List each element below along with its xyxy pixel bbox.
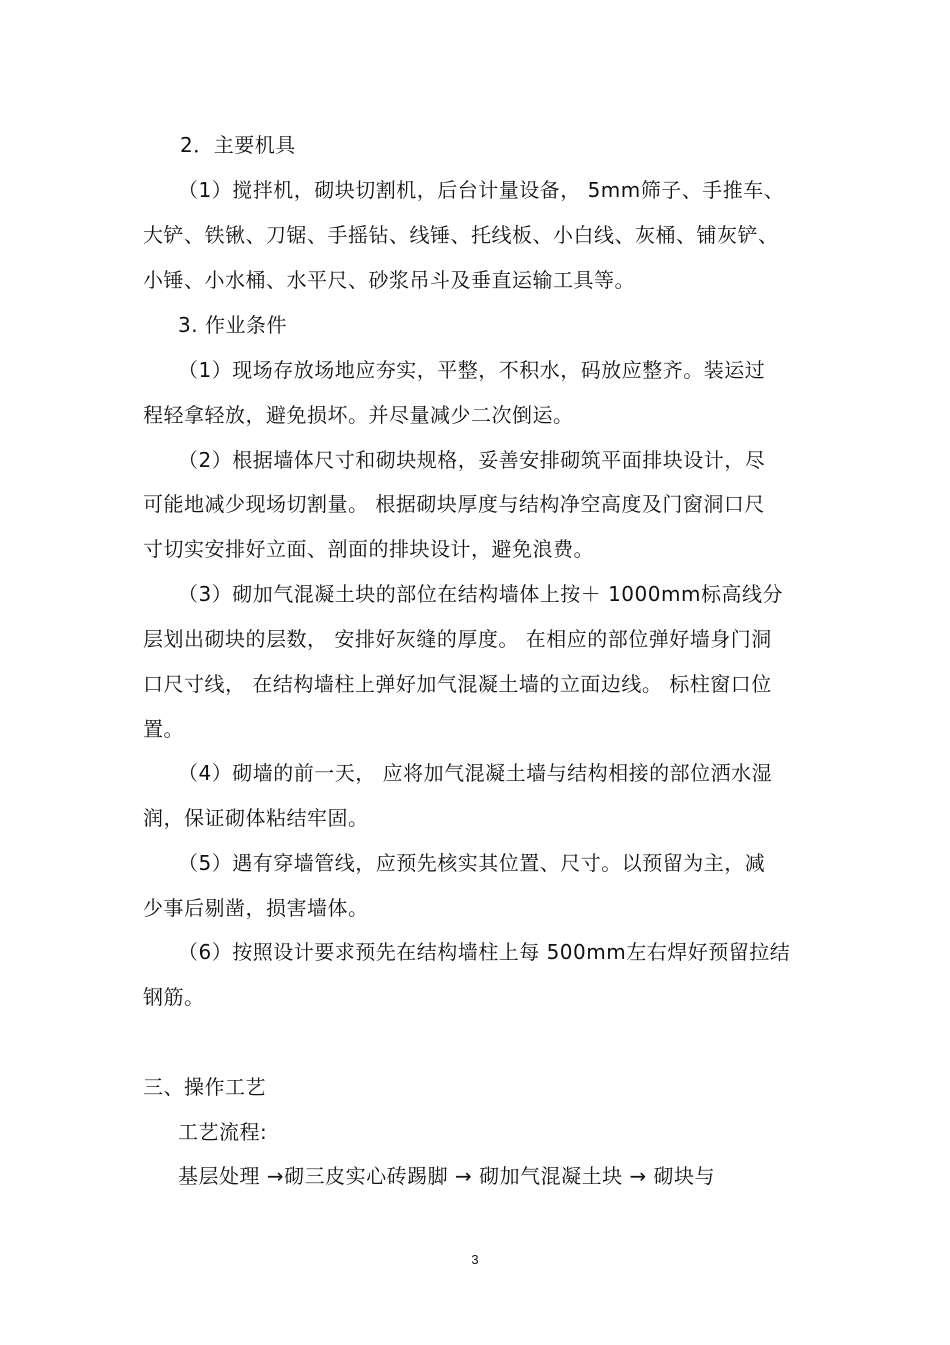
- paragraph-line: （2）根据墙体尺寸和砌块规格，妥善安排砌筑平面排块设计，尽: [178, 448, 766, 472]
- paragraph-line: 少事后剔凿，损害墙体。: [143, 896, 369, 920]
- paragraph-line: 口尺寸线， 在结构墙柱上弹好加气混凝土墙的立面边线。 标柱窗口位: [143, 672, 772, 696]
- paragraph-line: （3）砌加气混凝土块的部位在结构墙体上按＋ 1000mm标高线分: [178, 582, 783, 606]
- section-heading-work-conditions: 3. 作业条件: [178, 313, 287, 337]
- paragraph-line: 置。: [143, 717, 184, 741]
- page-number: 3: [471, 1252, 479, 1267]
- paragraph-line: （6）按照设计要求预先在结构墙柱上每 500mm左右焊好预留拉结: [178, 940, 791, 964]
- process-flow-label: 工艺流程:: [178, 1120, 268, 1144]
- paragraph-line: 可能地减少现场切割量。 根据砌块厚度与结构净空高度及门窗洞口尺: [143, 492, 765, 516]
- process-flow-line: 基层处理 →砌三皮实心砖踢脚 → 砌加气混凝土块 → 砌块与: [178, 1164, 716, 1188]
- paragraph-line: （1）现场存放场地应夯实，平整，不积水，码放应整齐。装运过: [178, 358, 766, 382]
- paragraph-line: 层划出砌块的层数， 安排好灰缝的厚度。 在相应的部位弹好墙身门洞: [143, 627, 772, 651]
- paragraph-line: 程轻拿轻放，避免损坏。并尽量减少二次倒运。: [143, 403, 574, 427]
- section-heading-main-tools: 2．主要机具: [180, 133, 296, 157]
- section-heading-operation-process: 三、操作工艺: [143, 1075, 266, 1099]
- paragraph-line: （4）砌墙的前一天， 应将加气混凝土墙与结构相接的部位洒水湿: [178, 761, 773, 785]
- paragraph-line: 小锤、小水桶、水平尺、砂浆吊斗及垂直运输工具等。: [143, 268, 635, 292]
- paragraph-line: （5）遇有穿墙管线，应预先核实其位置、尺寸。以预留为主，减: [178, 851, 766, 875]
- paragraph-line: 润，保证砌体粘结牢固。: [143, 806, 369, 830]
- paragraph-line: 寸切实安排好立面、剖面的排块设计，避免浪费。: [143, 537, 594, 561]
- paragraph-line: 大铲、铁锹、刀锯、手摇钻、线锤、托线板、小白线、灰桶、铺灰铲、: [143, 223, 779, 247]
- paragraph-line: （1）搅拌机，砌块切割机，后台计量设备， 5mm筛子、手推车、: [178, 178, 785, 202]
- paragraph-line: 钢筋。: [143, 985, 205, 1009]
